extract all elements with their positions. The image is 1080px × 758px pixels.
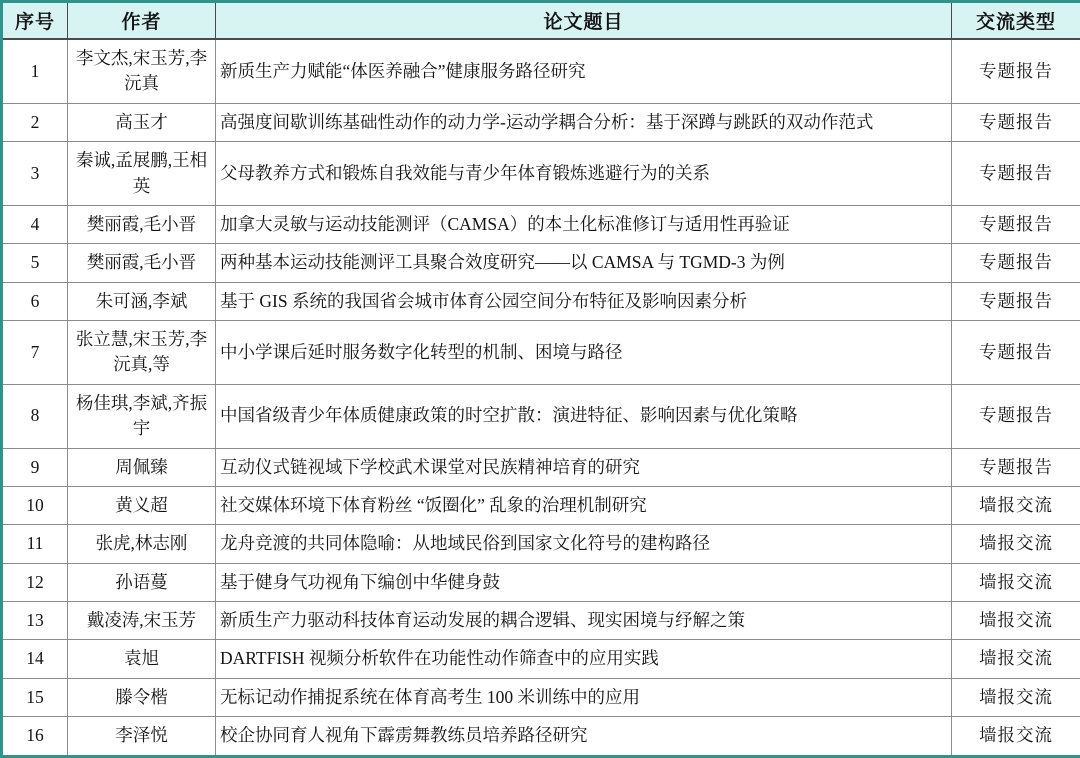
cell-type: 墙报交流	[952, 486, 1080, 524]
cell-index: 9	[2, 448, 68, 486]
cell-authors: 李文杰,宋玉芳,李沅真	[68, 39, 216, 103]
cell-authors: 孙语蔓	[68, 563, 216, 601]
cell-title: 中小学课后延时服务数字化转型的机制、困境与路径	[216, 321, 952, 385]
cell-authors: 李泽悦	[68, 717, 216, 756]
table-row	[2, 103, 1080, 141]
cell-title: 基于 GIS 系统的我国省会城市体育公园空间分布特征及影响因素分析	[216, 282, 952, 320]
cell-title: 社交媒体环境下体育粉丝 “饭圈化” 乱象的治理机制研究	[216, 486, 952, 524]
cell-authors: 樊丽霞,毛小晋	[68, 244, 216, 282]
cell-title: 父母教养方式和锻炼自我效能与青少年体育锻炼逃避行为的关系	[216, 142, 952, 206]
cell-authors: 戴凌涛,宋玉芳	[68, 602, 216, 640]
column-header-type: 交流类型	[952, 2, 1080, 40]
table-row	[2, 282, 1080, 320]
cell-index: 7	[2, 321, 68, 385]
cell-index: 11	[2, 525, 68, 563]
table-row	[2, 486, 1080, 524]
cell-index: 8	[2, 384, 68, 448]
cell-index: 16	[2, 717, 68, 756]
cell-index: 2	[2, 103, 68, 141]
cell-title: 新质生产力驱动科技体育运动发展的耦合逻辑、现实困境与纾解之策	[216, 602, 952, 640]
table-row	[2, 244, 1080, 282]
table-row	[2, 321, 1080, 385]
column-header-title: 论文题目	[216, 2, 952, 40]
cell-index: 10	[2, 486, 68, 524]
cell-authors: 秦诚,孟展鹏,王相英	[68, 142, 216, 206]
cell-type: 专题报告	[952, 321, 1080, 385]
table-row	[2, 205, 1080, 243]
cell-index: 15	[2, 678, 68, 716]
cell-title: DARTFISH 视频分析软件在功能性动作筛查中的应用实践	[216, 640, 952, 678]
cell-authors: 张虎,林志刚	[68, 525, 216, 563]
cell-type: 专题报告	[952, 142, 1080, 206]
cell-title: 两种基本运动技能测评工具聚合效度研究——以 CAMSA 与 TGMD-3 为例	[216, 244, 952, 282]
cell-type: 墙报交流	[952, 602, 1080, 640]
cell-type: 墙报交流	[952, 563, 1080, 601]
cell-title: 中国省级青少年体质健康政策的时空扩散：演进特征、影响因素与优化策略	[216, 384, 952, 448]
column-header-index: 序号	[2, 2, 68, 40]
table-row	[2, 563, 1080, 601]
cell-type: 专题报告	[952, 384, 1080, 448]
cell-index: 3	[2, 142, 68, 206]
cell-title: 新质生产力赋能“体医养融合”健康服务路径研究	[216, 39, 952, 103]
cell-authors: 朱可涵,李斌	[68, 282, 216, 320]
cell-authors: 黄义超	[68, 486, 216, 524]
cell-index: 14	[2, 640, 68, 678]
cell-index: 6	[2, 282, 68, 320]
cell-type: 墙报交流	[952, 525, 1080, 563]
cell-type: 专题报告	[952, 448, 1080, 486]
table-row	[2, 678, 1080, 716]
cell-type: 墙报交流	[952, 678, 1080, 716]
cell-index: 5	[2, 244, 68, 282]
cell-type: 专题报告	[952, 282, 1080, 320]
cell-type: 专题报告	[952, 39, 1080, 103]
cell-title: 加拿大灵敏与运动技能测评（CAMSA）的本土化标准修订与适用性再验证	[216, 205, 952, 243]
cell-title: 龙舟竞渡的共同体隐喻：从地域民俗到国家文化符号的建构路径	[216, 525, 952, 563]
cell-authors: 滕令楷	[68, 678, 216, 716]
cell-authors: 袁旭	[68, 640, 216, 678]
cell-type: 墙报交流	[952, 717, 1080, 756]
cell-type: 墙报交流	[952, 640, 1080, 678]
table-row	[2, 717, 1080, 756]
cell-authors: 高玉才	[68, 103, 216, 141]
cell-index: 13	[2, 602, 68, 640]
cell-index: 12	[2, 563, 68, 601]
cell-title: 校企协同育人视角下霹雳舞教练员培养路径研究	[216, 717, 952, 756]
header-row	[2, 2, 1080, 40]
cell-title: 基于健身气功视角下编创中华健身鼓	[216, 563, 952, 601]
table-row	[2, 142, 1080, 206]
cell-authors: 樊丽霞,毛小晋	[68, 205, 216, 243]
table-row	[2, 602, 1080, 640]
cell-title: 互动仪式链视域下学校武术课堂对民族精神培育的研究	[216, 448, 952, 486]
cell-authors: 张立慧,宋玉芳,李沅真,等	[68, 321, 216, 385]
table-row	[2, 525, 1080, 563]
cell-authors: 杨佳琪,李斌,齐振宇	[68, 384, 216, 448]
cell-type: 专题报告	[952, 205, 1080, 243]
cell-type: 专题报告	[952, 244, 1080, 282]
cell-authors: 周佩臻	[68, 448, 216, 486]
cell-type: 专题报告	[952, 103, 1080, 141]
cell-index: 4	[2, 205, 68, 243]
cell-index: 1	[2, 39, 68, 103]
table-row	[2, 448, 1080, 486]
column-header-authors: 作者	[68, 2, 216, 40]
table-row	[2, 384, 1080, 448]
cell-title: 无标记动作捕捉系统在体育高考生 100 米训练中的应用	[216, 678, 952, 716]
cell-title: 高强度间歇训练基础性动作的动力学-运动学耦合分析：基于深蹲与跳跃的双动作范式	[216, 103, 952, 141]
table-row	[2, 640, 1080, 678]
table-row	[2, 39, 1080, 103]
